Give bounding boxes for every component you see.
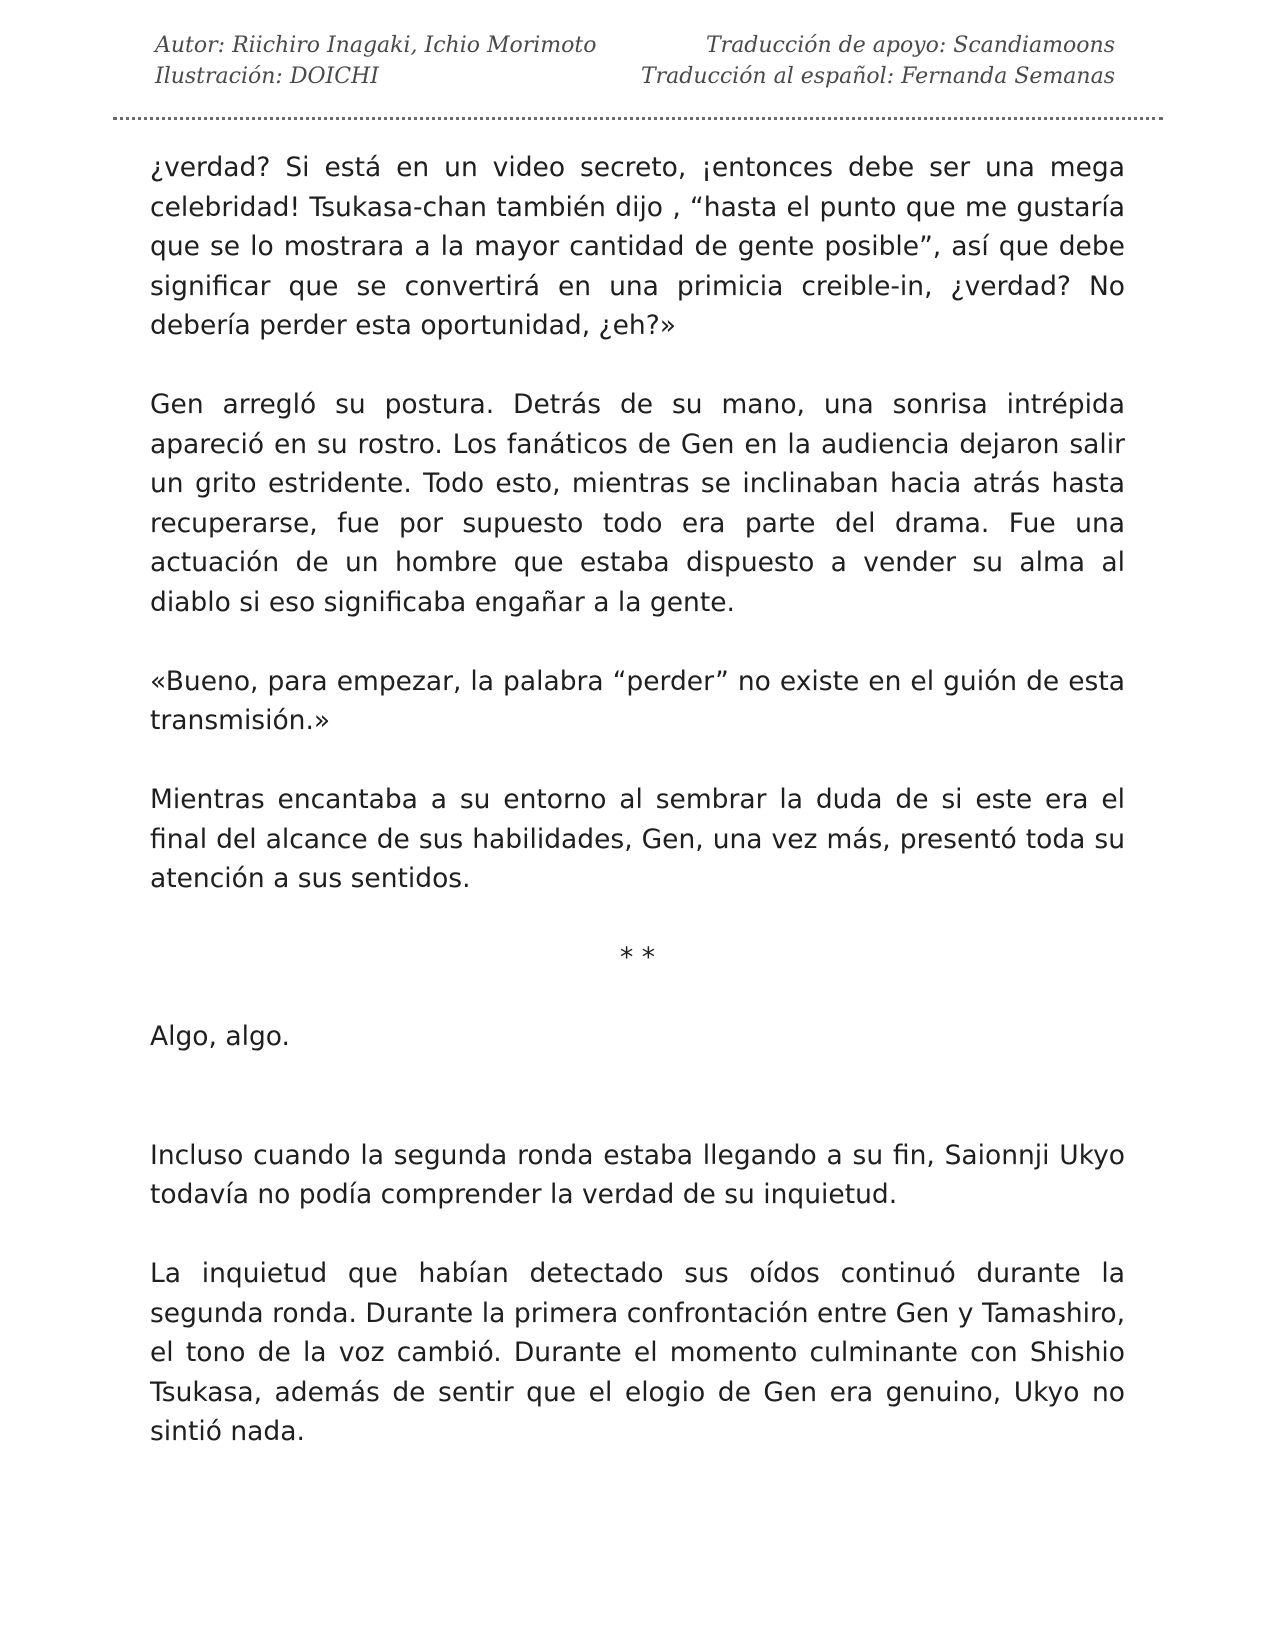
paragraph: ¿verdad? Si está en un video secreto, ¡entonces debe ser una mega celebridad! Tsukasa-chan también dijo , “hasta el punto que me gustaría que se lo mostrara a la mayor cantidad de gente posible”, así que debe significar que se convertirá en una primicia creible-in, ¿verdad? No debería perder esta oportunidad, ¿eh?» <box>150 152 1125 341</box>
paragraph: «Bueno, para empezar, la palabra “perder” no existe en el guión de esta transmisión.» <box>150 665 1125 736</box>
spanish-translation-credit: Traducción al español: Fernanda Semanas <box>640 64 1115 89</box>
paragraph: La inquietud que habían detectado sus oídos continuó durante la segunda ronda. Durante la primera confrontación entre Gen y Tamashiro, el tono de la voz cambió. Durante el momento culminante con Shishio Tsukasa, además de sentir que el elogio de Gen era genuino, Ukyo no sintió nada. <box>150 1258 1125 1447</box>
support-translation-credit: Traducción de apoyo: Scandiamoons <box>706 33 1115 58</box>
header-divider <box>113 117 1163 120</box>
header-credits-right <box>641 30 1115 92</box>
paragraph: Algo, algo. <box>150 1021 290 1052</box>
page-header <box>155 30 1115 92</box>
paragraph: Gen arregló su postura. Detrás de su mano, una sonrisa intrépida apareció en su rostro. Los fanáticos de Gen en la audiencia dejaron salir un grito estridente. Todo esto, mientras se inclinaban hacia atrás hasta recuperarse, fue por supuesto todo era parte del drama. Fue una actuación de un hombre que estaba dispuesto a vender su alma al diablo si eso significaba engañar a la gente. <box>150 389 1125 618</box>
paragraph: Incluso cuando la segunda ronda estaba llegando a su fin, Saionnji Ukyo todavía no podía comprender la verdad de su inquietud. <box>150 1139 1125 1210</box>
scene-break: * * <box>620 942 655 973</box>
paragraph: Mientras encantaba a su entorno al sembrar la duda de si este era el final del alcance de sus habilidades, Gen, una vez más, presentó toda su atención a sus sentidos. <box>150 784 1125 894</box>
page-body <box>150 148 1125 1491</box>
author-credit: Autor: Riichiro Inagaki, Ichio Morimoto <box>155 33 597 58</box>
header-credits-left <box>155 30 596 92</box>
illustration-credit: Ilustración: DOICHI <box>155 64 379 89</box>
